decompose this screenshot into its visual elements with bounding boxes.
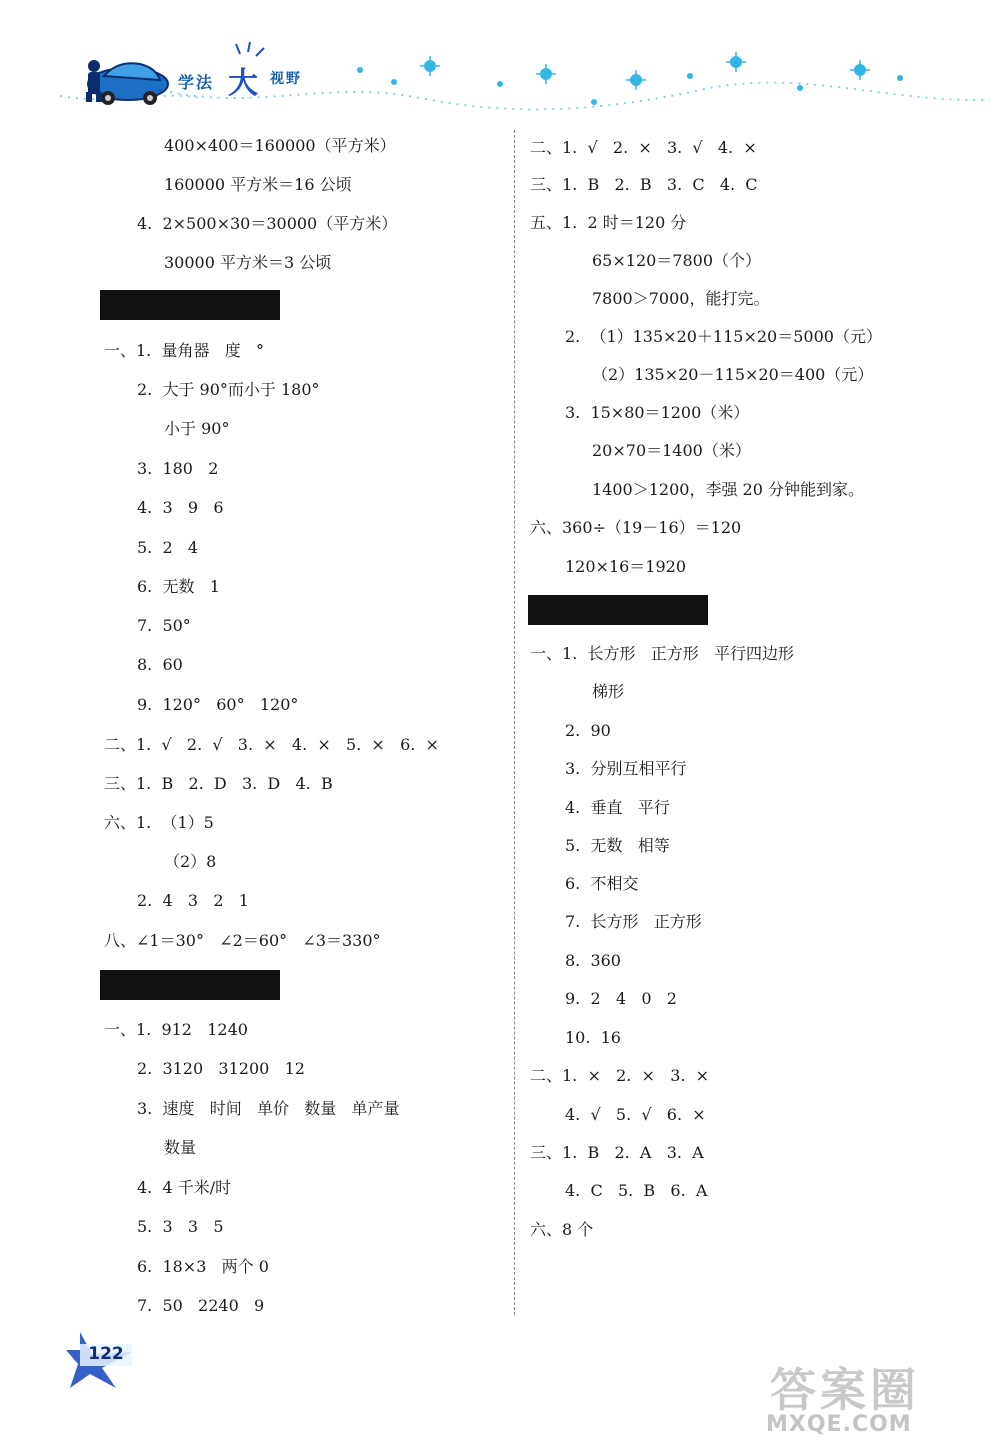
section-header-bar: [100, 970, 280, 1000]
right-line-20: 7. 长方形 正方形: [565, 912, 702, 931]
right-line-13: 一、1. 长方形 正方形 平行四边形: [530, 644, 794, 663]
right-line-11: 六、360÷（19－16）＝120: [530, 518, 742, 537]
right-line-6: 2. （1）135×20＋115×20＝5000（元）: [565, 327, 882, 346]
left-line-13: 8. 60: [137, 655, 183, 674]
left-line-11: 6. 无数 1: [137, 577, 220, 596]
right-line-21: 8. 360: [565, 951, 621, 970]
right-line-2: 三、1. B 2. B 3. C 4. C: [530, 175, 758, 194]
left-line-20: 八、∠1＝30° ∠2＝60° ∠3＝330°: [104, 931, 381, 950]
left-line-4: 30000 平方米＝3 公顷: [164, 253, 332, 272]
right-line-19: 6. 不相交: [565, 874, 639, 893]
left-line-2: 160000 平方米＝16 公顷: [164, 175, 352, 194]
left-line-17: 六、1. （1）5: [104, 813, 214, 832]
logo-char-4: 视: [270, 71, 284, 87]
right-line-24: 二、1. × 2. × 3. ×: [530, 1066, 710, 1085]
left-line-6: 2. 大于 90°而小于 180°: [137, 380, 320, 399]
right-line-28: 六、8 个: [530, 1220, 594, 1239]
right-line-5: 7800＞7000，能打完。: [592, 289, 770, 308]
header-decoration-icon: [0, 40, 1000, 120]
car-icon: [86, 60, 168, 105]
watermark: [760, 1354, 980, 1444]
right-line-1: 二、1. √ 2. × 3. √ 4. ×: [530, 138, 757, 157]
left-line-19: 2. 4 3 2 1: [137, 891, 249, 910]
right-line-27: 4. C 5. B 6. A: [565, 1181, 708, 1200]
left-line-22: 2. 3120 31200 12: [137, 1059, 305, 1078]
right-line-26: 三、1. B 2. A 3. A: [530, 1143, 704, 1162]
left-line-21: 一、1. 912 1240: [104, 1020, 248, 1039]
left-line-5: 一、1. 量角器 度 °: [104, 341, 264, 360]
right-line-9: 20×70＝1400（米）: [592, 441, 751, 460]
watermark-cn: 答案圈: [770, 1363, 920, 1417]
left-line-28: 7. 50 2240 9: [137, 1296, 265, 1315]
page-number-badge: [66, 1330, 138, 1390]
left-line-1: 400×400＝160000（平方米）: [164, 136, 396, 155]
left-line-14: 9. 120° 60° 120°: [137, 695, 299, 714]
right-line-23: 10. 16: [565, 1028, 621, 1047]
right-line-15: 2. 90: [565, 721, 611, 740]
left-line-16: 三、1. B 2. D 3. D 4. B: [104, 774, 333, 793]
left-line-27: 6. 18×3 两个 0: [137, 1257, 269, 1276]
left-line-25: 4. 4 千米/时: [137, 1178, 232, 1197]
left-line-10: 5. 2 4: [137, 538, 199, 557]
right-line-16: 3. 分别互相平行: [565, 759, 687, 778]
left-line-12: 7. 50°: [137, 616, 191, 635]
section-header-bar: [528, 595, 708, 625]
right-line-14: 梯形: [592, 682, 625, 701]
column-divider: [514, 130, 515, 1315]
right-line-18: 5. 无数 相等: [565, 836, 670, 855]
logo-char-2: 法: [196, 73, 213, 92]
left-line-24: 数量: [164, 1138, 197, 1157]
right-line-7: （2）135×20－115×20＝400（元）: [592, 365, 874, 384]
left-line-9: 4. 3 9 6: [137, 498, 224, 517]
page-header: [0, 40, 1000, 120]
right-line-8: 3. 15×80＝1200（米）: [565, 403, 750, 422]
right-line-17: 4. 垂直 平行: [565, 798, 670, 817]
right-line-25: 4. √ 5. √ 6. ×: [565, 1105, 706, 1124]
section-header-bar: [100, 290, 280, 320]
watermark-url: MXQE.COM: [766, 1412, 912, 1437]
right-line-12: 120×16＝1920: [565, 557, 687, 576]
left-line-8: 3. 180 2: [137, 459, 219, 478]
page-number: 122: [88, 1344, 124, 1364]
logo-char-3: 大: [228, 66, 258, 101]
logo-char-1: 学: [178, 73, 195, 92]
right-line-10: 1400＞1200，李强 20 分钟能到家。: [592, 480, 864, 499]
left-line-15: 二、1. √ 2. √ 3. × 4. × 5. × 6. ×: [104, 735, 439, 754]
left-line-26: 5. 3 3 5: [137, 1217, 224, 1236]
left-line-3: 4. 2×500×30＝30000（平方米）: [137, 214, 398, 233]
logo-char-5: 野: [286, 71, 300, 87]
right-line-4: 65×120＝7800（个）: [592, 251, 762, 270]
left-line-18: （2）8: [164, 852, 217, 871]
right-line-3: 五、1. 2 时＝120 分: [530, 213, 687, 232]
left-line-23: 3. 速度 时间 单价 数量 单产量: [137, 1099, 400, 1118]
right-line-22: 9. 2 4 0 2: [565, 989, 677, 1008]
left-line-7: 小于 90°: [164, 419, 230, 438]
